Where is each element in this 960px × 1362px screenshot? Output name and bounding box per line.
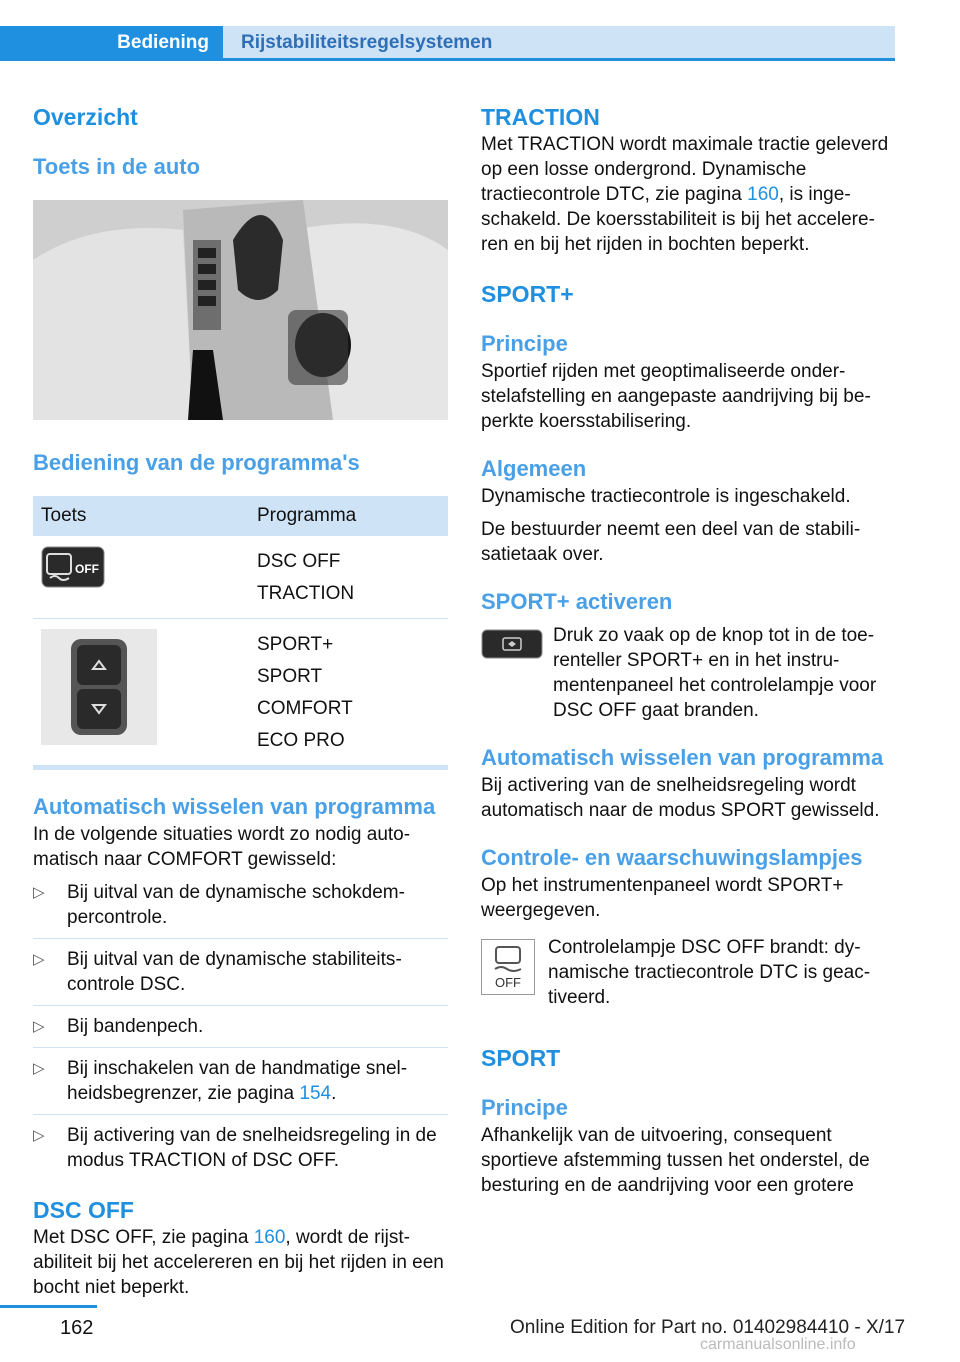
triangle-bullet-icon: ▷ xyxy=(33,1018,45,1035)
dsc-off-button-icon xyxy=(41,546,105,588)
heading-auto-switch-right: Automatisch wisselen van programma xyxy=(481,745,884,770)
table-row xyxy=(33,619,448,766)
left-column xyxy=(33,100,448,1300)
heading-dsc-off: DSC OFF xyxy=(33,1197,134,1223)
traction-text: Met TRACTION wordt maximale tractie geleverd op een losse ondergrond. Dynamische tractiecontrole DTC, zie pagina 160, is ingeschakeld. De koersstabiliteit is bij het accelereren en bij het rijden in bochten beperkt. xyxy=(481,134,889,255)
lamp-text: Controlelampje DSC OFF brandt: dynamische tractiecontrole DTC is geactiveerd. xyxy=(548,937,871,1008)
page-link-160[interactable]: 160 xyxy=(747,184,779,205)
triangle-bullet-icon: ▷ xyxy=(33,884,45,901)
footer-rule xyxy=(0,1305,97,1308)
heading-principle: Principe xyxy=(481,331,568,356)
principle2-text: Afhankelijk van de uitvoering, consequent sportieve afstemming tussen het onderstel, de besturing en de aandrijving voor een grotere xyxy=(481,1125,870,1196)
heading-general: Algemeen xyxy=(481,456,587,481)
program-comfort: COMFORT xyxy=(257,698,353,719)
lamps-text: Op het instrumentenpaneel wordt SPORT+ weergegeven. xyxy=(481,875,844,921)
general-text-2: De bestuurder neemt een deel van de stabilisatietaak over. xyxy=(481,519,861,565)
triangle-bullet-icon: ▷ xyxy=(33,951,45,968)
col-header-key: Toets xyxy=(33,496,249,536)
activate-block xyxy=(481,623,896,723)
header-divider xyxy=(0,58,895,61)
center-console-illustration xyxy=(33,200,448,420)
lamp-block xyxy=(481,935,896,1015)
triangle-bullet-icon: ▷ xyxy=(33,1060,45,1077)
page-number: 162 xyxy=(60,1317,94,1339)
center-console-photo xyxy=(33,200,448,420)
page-link-160[interactable]: 160 xyxy=(253,1227,286,1248)
mode-button-icon xyxy=(481,629,543,659)
table-bottom-rule xyxy=(33,766,448,770)
list-item: ▷ Bij uitval van de dynamische stabiliteitscontrole DSC. xyxy=(33,947,448,1006)
program-sport: SPORT xyxy=(257,666,323,687)
heading-overview: Overzicht xyxy=(33,104,138,130)
tab-section[interactable]: Rijstabiliteitsregelsystemen xyxy=(223,26,895,60)
edition-note: Online Edition for Part no. 01402984410 - X/17 xyxy=(510,1317,906,1338)
program-dsc-off: DSC OFF xyxy=(257,551,341,572)
svg-text:OFF: OFF xyxy=(75,562,99,576)
heading-operation: Bediening van de programma's xyxy=(33,450,360,475)
heading-traction: TRACTION xyxy=(481,104,600,130)
auto-switch-text: Bij activering van de snelheidsregeling wordt automatisch naar de modus SPORT gewisseld. xyxy=(481,775,880,821)
program-eco-pro: ECO PRO xyxy=(257,730,345,751)
lamp-off-label: OFF xyxy=(495,975,521,990)
heading-button-in-car: Toets in de auto xyxy=(33,154,201,179)
principle-text: Sportief rijden met geoptimaliseerde onderstelafstelling en aangepaste aandrijving bij beperkte koersstabilisering. xyxy=(481,361,871,432)
heading-activate-sport-plus: SPORT+ activeren xyxy=(481,589,673,614)
list-item: ▷ Bij bandenpech. xyxy=(33,1014,448,1048)
mode-rocker-switch-icon xyxy=(41,629,157,745)
list-item: ▷ Bij inschakelen van de handmatige snelheidsbegrenzer, zie pagina 154. xyxy=(33,1056,448,1115)
heading-warning-lamps: Controle- en waarschuwingslampjes xyxy=(481,845,863,870)
page-link-154[interactable]: 154 xyxy=(299,1083,332,1104)
heading-sport-plus: SPORT+ xyxy=(481,281,574,307)
list-item: ▷ Bij activering van de snelheidsregeling in de modus TRACTION of DSC OFF. xyxy=(33,1125,437,1171)
right-column xyxy=(481,100,896,1198)
heading-sport: SPORT xyxy=(481,1045,561,1071)
dsc-off-text: Met DSC OFF, zie pagina 160, wordt de rijstabiliteit bij het accelereren en bij het rijden in een bocht niet beperkt. xyxy=(33,1227,444,1298)
program-sport-plus: SPORT+ xyxy=(257,634,334,655)
watermark: carmanualsonline.info xyxy=(700,1336,856,1353)
activate-text: Druk zo vaak op de knop tot in de toerenteller SPORT+ en in het instrumentenpaneel het controlelampje voor DSC OFF gaat branden. xyxy=(553,625,877,721)
auto-switch-list xyxy=(33,880,448,1181)
auto-switch-intro: In de volgende situaties wordt zo nodig automatisch naar COMFORT gewisseld: xyxy=(33,824,411,870)
program-table xyxy=(33,496,448,766)
list-item: ▷ Bij uitval van de dynamische schokdempercontrole. xyxy=(33,880,448,939)
general-text-1: Dynamische tractiecontrole is ingeschakeld. xyxy=(481,486,851,507)
heading-principle-2: Principe xyxy=(481,1095,568,1120)
dsc-off-indicator-icon xyxy=(481,939,535,995)
heading-auto-switch: Automatisch wisselen van programma xyxy=(33,794,436,819)
header-tabbar xyxy=(0,26,895,60)
col-header-program: Programma xyxy=(249,496,448,536)
tab-bediening[interactable]: Bediening xyxy=(0,26,223,60)
table-row xyxy=(33,536,448,619)
program-traction: TRACTION xyxy=(257,583,355,604)
triangle-bullet-icon: ▷ xyxy=(33,1127,45,1144)
